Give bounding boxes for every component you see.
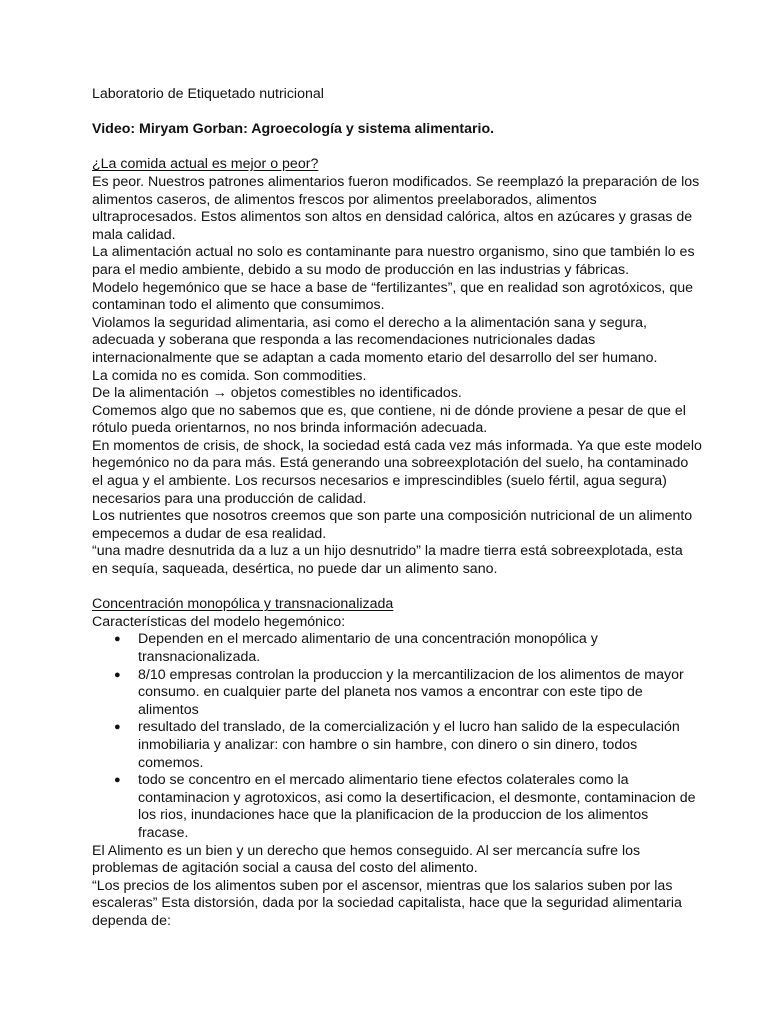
paragraph: Es peor. Nuestros patrones alimentarios fueron modificados. Se reemplazó la preparación de los alimentos caseros, de alimentos frescos por alimentos preelaborados, alimentos ultraprocesados. Estos alimentos son altos en densidad calórica, altos en azúcares y grasas de mala calidad. <box>92 173 700 243</box>
spacer <box>92 579 702 597</box>
section-heading-concentracion: Concentración monopólica y transnacionalizada <box>92 596 394 613</box>
paragraph: El Alimento es un bien y un derecho que hemos conseguido. Al ser mercancía sufre los problemas de agitación social a causa del costo del alimento. <box>92 842 641 877</box>
paragraph: En momentos de crisis, de shock, la sociedad está cada vez más informada. Ya que este modelo hegemónico no da para más. Está generando una sobreexplotación del suelo, ha contaminado el agua y el ambiente. Los recursos necesarios e imprescindibles (suelo fértil, agua segura) necesarios para una producción de calidad. <box>92 437 702 507</box>
document-page <box>92 86 702 931</box>
bullet-icon: ● <box>114 633 121 646</box>
paragraph: Violamos la seguridad alimentaria, asi como el derecho a la alimentación sana y segura, adecuada y soberana que responda a las recomendaciones nutricionales dadas internacionalmente que se adaptan a cada momento etario del desarrollo del ser humano. <box>92 314 658 366</box>
section-heading-comida: ¿La comida actual es mejor o peor? <box>92 156 319 173</box>
list-item <box>114 772 702 842</box>
list-item-text: todo se concentro en el mercado alimentario tiene efectos colaterales como la contaminacion y agrotoxicos, asi como la desertificacion, el desmonte, contaminacion de los rios, inundaciones hace que la planificacion de la produccion de los alimentos fracase. <box>138 772 696 841</box>
paragraph: “una madre desnutrida da a luz a un hijo desnutrido” la madre tierra está sobreexplotada, esta en sequía, saqueada, desértica, no puede dar un alimento sano. <box>92 543 683 578</box>
bullet-icon: ● <box>114 668 121 681</box>
list-item-text: Dependen en el mercado alimentario de una concentración monopólica y transnacionalizada. <box>138 631 598 665</box>
paragraph: “Los precios de los alimentos suben por el ascensor, mientras que los salarios suben por las escaleras” Esta distorsión, dada por la sociedad capitalista, hace que la seguridad alimentaria dependa de: <box>92 877 682 929</box>
list-item-text: 8/10 empresas controlan la produccion y la mercantilizacion de los alimentos de mayor consumo. en cualquier parte del planeta nos vamos a encontrar con este tipo de alimentos <box>138 666 684 718</box>
paragraph: De la alimentación → objetos comestibles no identificados. <box>92 385 462 402</box>
bullet-icon: ● <box>114 721 121 734</box>
list-item <box>114 666 702 720</box>
bullet-list <box>92 631 702 842</box>
list-item <box>114 631 702 666</box>
video-heading: Video: Miryam Gorban: Agroecología y sistema alimentario. <box>92 121 495 138</box>
spacer <box>92 104 702 122</box>
paragraph: Comemos algo que no sabemos que es, que contiene, ni de dónde proviene a pesar de que el rótulo pueda orientarnos, no nos brinda información adecuada. <box>92 402 686 437</box>
spacer <box>92 139 702 157</box>
list-item <box>114 719 702 772</box>
paragraph: Modelo hegemónico que se hace a base de “fertilizantes”, que en realidad son agrotóxicos, que contaminan todo el alimento que consumimos. <box>92 279 693 314</box>
document-title: Laboratorio de Etiquetado nutricional <box>92 86 324 102</box>
bullet-icon: ● <box>114 774 121 787</box>
paragraph: La alimentación actual no solo es contaminante para nuestro organismo, sino que también lo es para el medio ambiente, debido a su modo de producción en las industrias y fábricas. <box>92 244 695 278</box>
section-intro: Características del modelo hegemónico: <box>92 613 346 630</box>
list-item-text: resultado del translado, de la comercialización y el lucro han salido de la especulación inmobiliaria y analizar: con hambre o sin hambre, con dinero o sin dinero, todos comemos. <box>138 719 680 771</box>
paragraph: Los nutrientes que nosotros creemos que son parte una composición nutricional de un alimento empecemos a dudar de esa realidad. <box>92 508 693 542</box>
paragraph: La comida no es comida. Son commodities. <box>92 367 367 384</box>
